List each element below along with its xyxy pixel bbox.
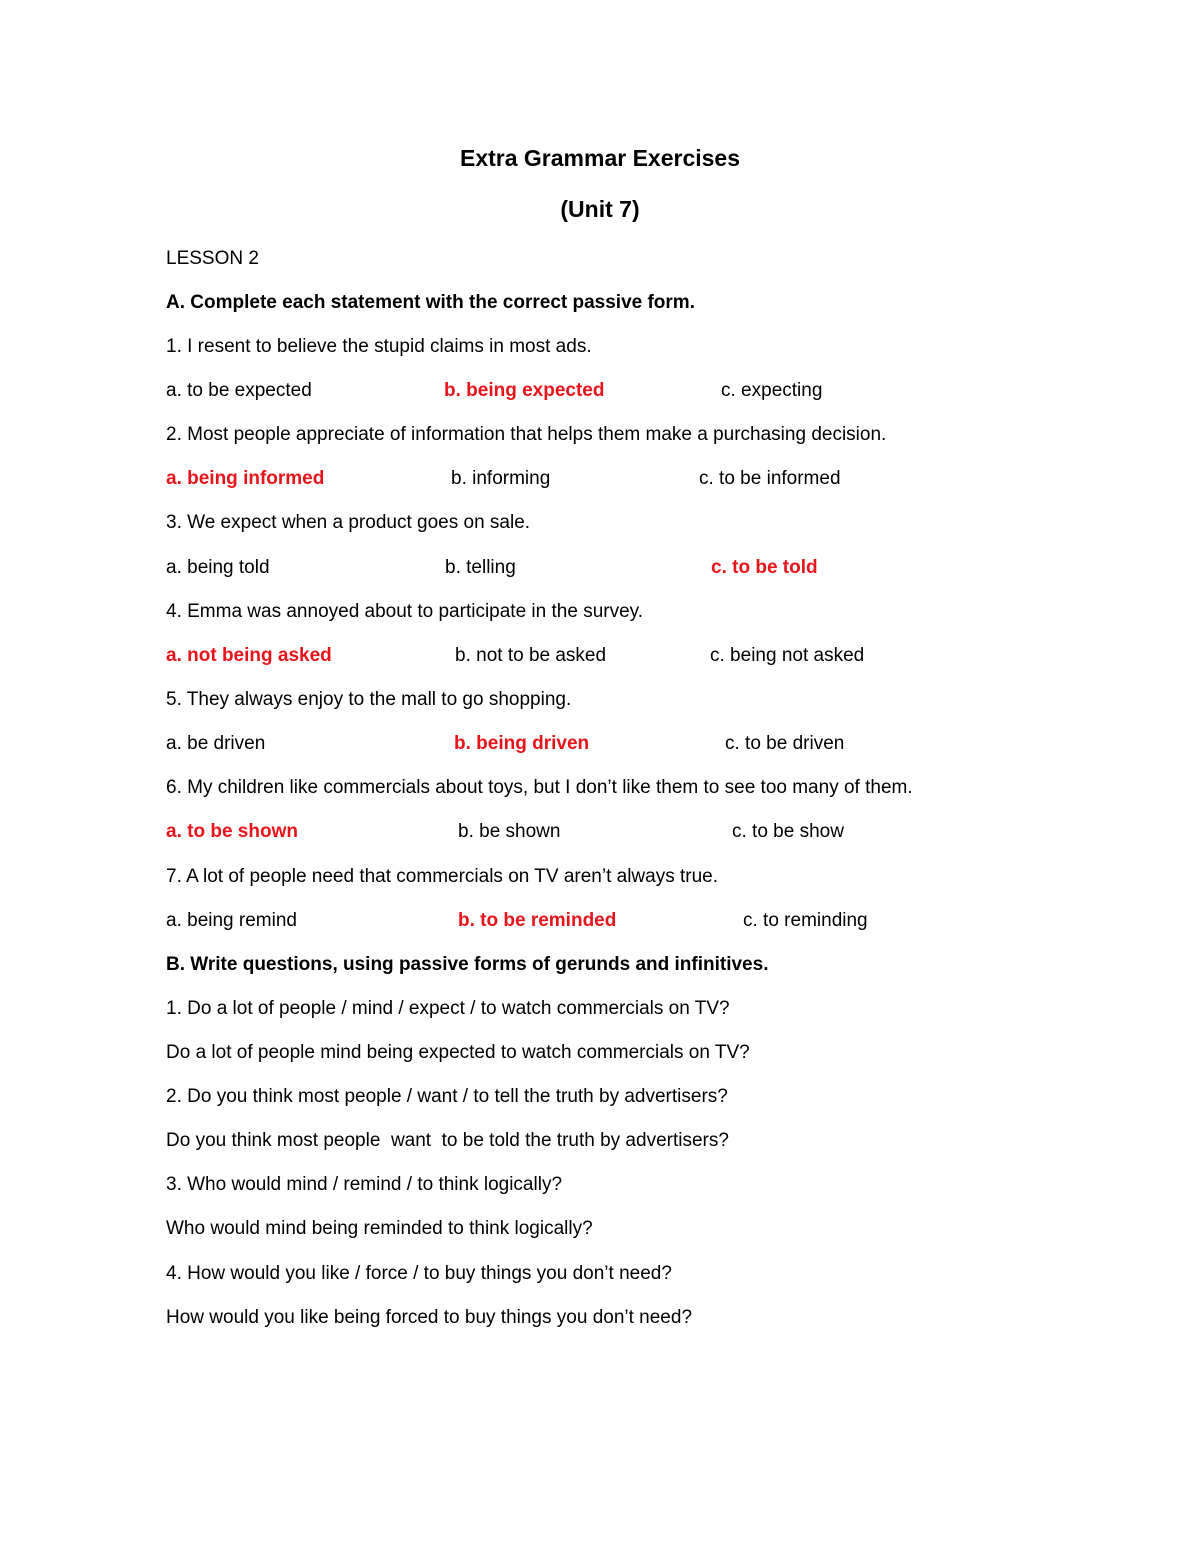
q4-option-b: b. not to be asked (455, 645, 607, 666)
document-subtitle: (Unit 7) (560, 196, 640, 222)
q5-option-c: c. to be driven (725, 733, 845, 754)
q1-option-c: c. expecting (721, 380, 823, 401)
q7-option-a: a. being remind (166, 910, 297, 931)
q7-option-c: c. to reminding (743, 910, 868, 931)
section-b-prompt-3: 3. Who would mind / remind / to think logically? (166, 1174, 563, 1195)
section-b-prompt-4: 4. How would you like / force / to buy things you don’t need? (166, 1263, 672, 1284)
q3-option-b: b. telling (445, 557, 516, 578)
section-a-heading: A. Complete each statement with the correct passive form. (166, 292, 695, 313)
q3-option-c-answer: c. to be told (711, 557, 818, 578)
question-1: 1. I resent to believe the stupid claims in most ads. (166, 336, 592, 357)
q2-option-a-answer: a. being informed (166, 468, 325, 489)
q7-option-b-answer: b. to be reminded (458, 910, 617, 931)
q4-option-c: c. being not asked (710, 645, 865, 666)
q5-option-b-answer: b. being driven (454, 733, 590, 754)
q3-option-a: a. being told (166, 557, 270, 578)
section-b-prompt-1: 1. Do a lot of people / mind / expect / to watch commercials on TV? (166, 998, 730, 1019)
question-7: 7. A lot of people need that commercials on TV aren’t always true. (166, 866, 719, 887)
section-b-answer-4: How would you like being forced to buy things you don’t need? (166, 1307, 693, 1328)
q6-option-b: b. be shown (458, 821, 561, 842)
q2-option-b: b. informing (451, 468, 551, 489)
q1-option-a: a. to be expected (166, 380, 312, 401)
question-3: 3. We expect when a product goes on sale. (166, 512, 531, 533)
section-b-answer-1: Do a lot of people mind being expected to watch commercials on TV? (166, 1042, 750, 1063)
q6-option-c: c. to be show (732, 821, 844, 842)
q6-option-a-answer: a. to be shown (166, 821, 298, 842)
section-b-heading: B. Write questions, using passive forms of gerunds and infinitives. (166, 954, 769, 975)
section-b-answer-2: Do you think most people want to be told the truth by advertisers? (166, 1130, 729, 1151)
q1-option-b-answer: b. being expected (444, 380, 605, 401)
section-b-answer-3: Who would mind being reminded to think logically? (166, 1218, 593, 1239)
question-6: 6. My children like commercials about toys, but I don’t like them to see too many of them. (166, 777, 913, 798)
q4-option-a-answer: a. not being asked (166, 645, 332, 666)
section-b-prompt-2: 2. Do you think most people / want / to tell the truth by advertisers? (166, 1086, 728, 1107)
q2-option-c: c. to be informed (699, 468, 841, 489)
lesson-label: LESSON 2 (166, 248, 259, 269)
document-title: Extra Grammar Exercises (459, 145, 741, 171)
question-5: 5. They always enjoy to the mall to go shopping. (166, 689, 572, 710)
question-4: 4. Emma was annoyed about to participate in the survey. (166, 601, 644, 622)
question-2: 2. Most people appreciate of information that helps them make a purchasing decision. (166, 424, 887, 445)
q5-option-a: a. be driven (166, 733, 266, 754)
